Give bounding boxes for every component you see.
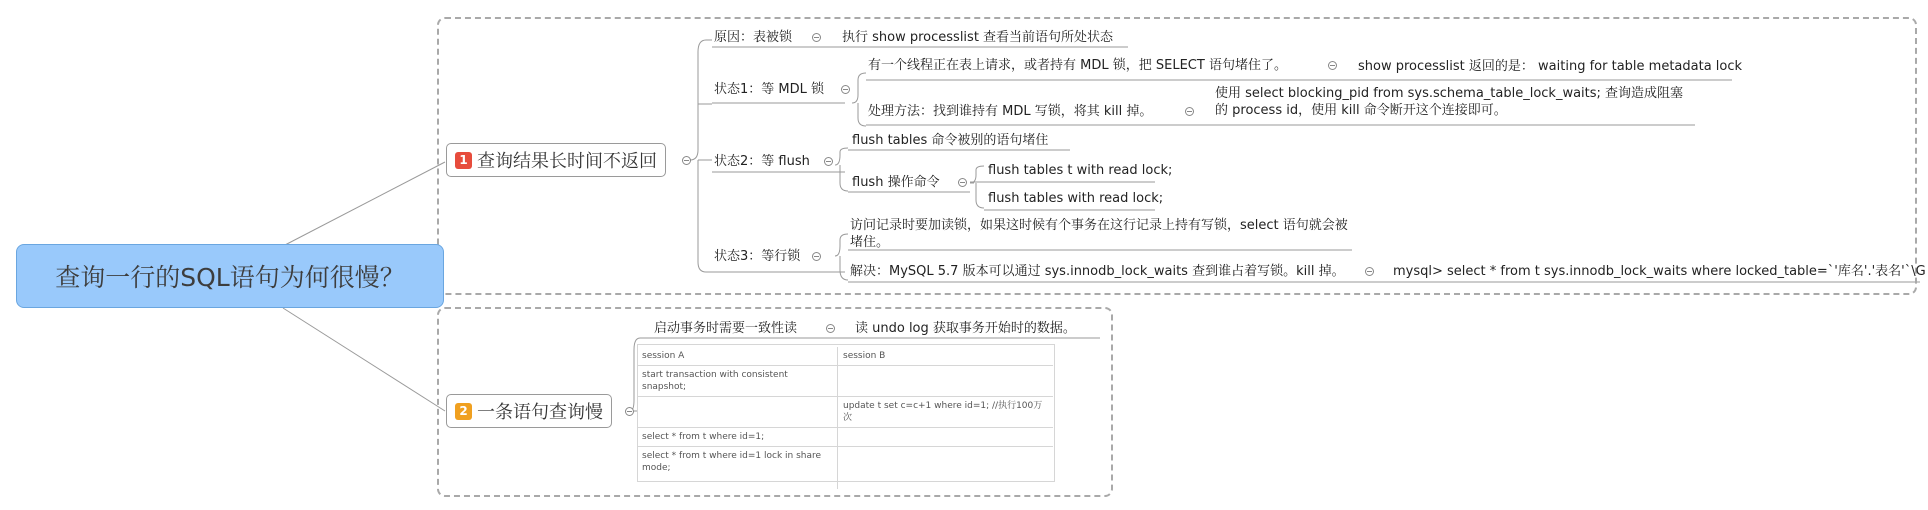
- flush-command-collapse-icon[interactable]: [958, 178, 967, 187]
- state3-fix[interactable]: 解决：MySQL 5.7 版本可以通过 sys.innodb_lock_waits 查到谁占着写锁。kill 掉。: [850, 264, 1345, 279]
- table-cell: [838, 366, 1054, 397]
- state2-desc[interactable]: flush tables 命令被别的语句堵住: [852, 133, 1049, 148]
- state1-fix-collapse-icon[interactable]: [1185, 107, 1194, 116]
- flush-command-label[interactable]: flush 操作命令: [852, 175, 940, 190]
- root-topic[interactable]: [16, 244, 444, 308]
- state2-label[interactable]: 状态2：等 flush: [714, 154, 810, 169]
- state3-collapse-icon[interactable]: [812, 252, 821, 261]
- flush-command-2[interactable]: flush tables with read lock;: [988, 191, 1164, 206]
- consistency-label[interactable]: 启动事务时需要一致性读: [654, 321, 798, 336]
- root-to-branch2-line: [283, 308, 445, 411]
- state1-desc[interactable]: 有一个线程正在表上请求，或者持有 MDL 锁，把 SELECT 语句堵住了。: [868, 58, 1287, 73]
- priority-2-badge: 2: [455, 403, 472, 420]
- table-row: [637, 428, 1053, 447]
- state1-label[interactable]: 状态1：等 MDL 锁: [714, 82, 825, 97]
- table-header-cell: session B: [838, 347, 1054, 366]
- session-table: [637, 347, 1053, 489]
- state1-desc-detail[interactable]: show processlist 返回的是： waiting for table metadata lock: [1358, 59, 1743, 74]
- branch2-collapse-icon[interactable]: [625, 407, 634, 416]
- state3-fix-detail[interactable]: mysql> select * from t sys.innodb_lock_waits where locked_table=`'库名'.'表名'`\G: [1393, 264, 1926, 279]
- table-cell: [838, 428, 1054, 447]
- table-row: [637, 397, 1053, 428]
- branch1-topic[interactable]: [446, 143, 666, 177]
- state1-fix-detail[interactable]: 使用 select blocking_pid from sys.schema_table_lock_waits; 查询造成阻塞的 process id，使用 kill 命令断开这个连接即可。: [1215, 86, 1684, 118]
- reason-collapse-icon[interactable]: [812, 33, 821, 42]
- root-to-branch1-line: [285, 162, 445, 245]
- table-cell: [838, 447, 1054, 490]
- table-row: [637, 447, 1053, 490]
- consistency-detail[interactable]: 读 undo log 获取事务开始时的数据。: [855, 321, 1076, 336]
- branch2-title: 一条语句查询慢: [477, 402, 603, 423]
- table-row: [637, 366, 1053, 397]
- table-cell: select * from t where id=1 lock in share mode;: [637, 447, 838, 490]
- branch1-title: 查询结果长时间不返回: [477, 151, 657, 172]
- state3-fix-collapse-icon[interactable]: [1365, 267, 1374, 276]
- table-cell: [637, 397, 838, 428]
- state3-label[interactable]: 状态3：等行锁: [714, 249, 801, 264]
- state2-collapse-icon[interactable]: [824, 157, 833, 166]
- branch2-topic[interactable]: [446, 394, 612, 428]
- table-header-cell: session A: [637, 347, 838, 366]
- table-cell: start transaction with consistent snapshot;: [637, 366, 838, 397]
- consistency-collapse-icon[interactable]: [826, 324, 835, 333]
- priority-1-badge: 1: [455, 152, 472, 169]
- reason-label[interactable]: 原因：表被锁: [714, 30, 793, 45]
- table-cell: select * from t where id=1;: [637, 428, 838, 447]
- state3-desc[interactable]: 访问记录时要加读锁，如果这时候有个事务在这行记录上持有写锁，select 语句就会被堵住。: [850, 218, 1348, 250]
- branch1-collapse-icon[interactable]: [682, 156, 691, 165]
- flush-command-1[interactable]: flush tables t with read lock;: [988, 163, 1173, 178]
- table-cell: update t set c=c+1 where id=1; //执行100万次: [838, 397, 1054, 428]
- table-header-row: [637, 347, 1053, 366]
- state1-desc-collapse-icon[interactable]: [1328, 61, 1337, 70]
- state1-collapse-icon[interactable]: [841, 85, 850, 94]
- reason-detail[interactable]: 执行 show processlist 查看当前语句所处状态: [842, 30, 1114, 45]
- state1-fix[interactable]: 处理方法：找到谁持有 MDL 写锁，将其 kill 掉。: [868, 104, 1153, 119]
- root-title: 查询一行的SQL语句为何很慢？: [55, 263, 405, 292]
